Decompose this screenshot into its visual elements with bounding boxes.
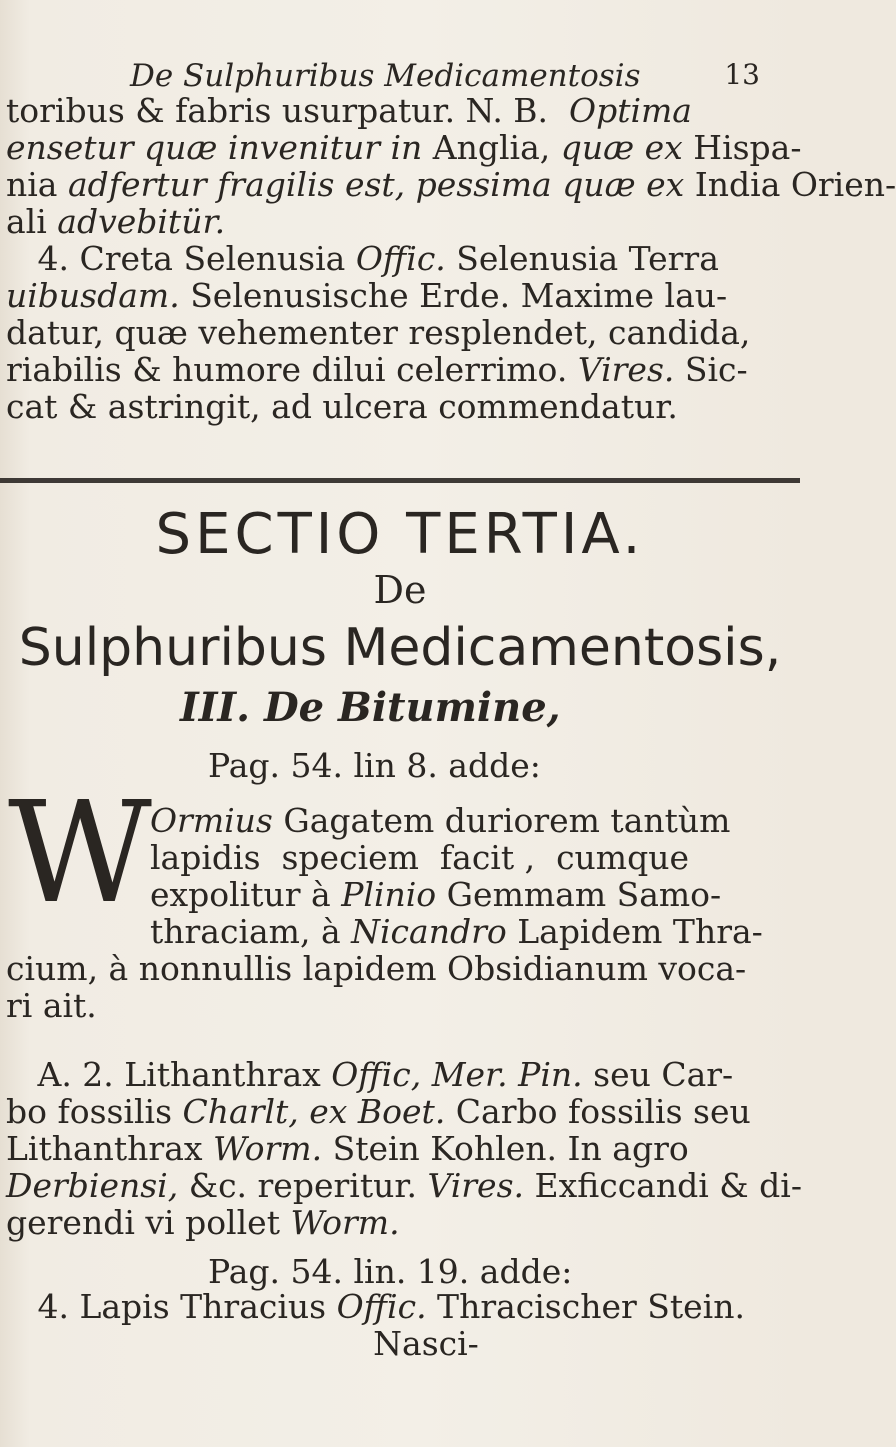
text-run: thraciam, à: [150, 912, 352, 951]
text-run: Plinio: [341, 875, 437, 914]
text-run: Offic, Mer. Pin.: [331, 1055, 583, 1094]
section-subject: Sulphuribus Medicamentosis,: [18, 618, 782, 678]
paragraph-optima: [0, 91, 896, 426]
text-run: expolitur à: [150, 875, 342, 914]
text-run: Optima: [569, 91, 692, 130]
text-run: Gagatem duriorem tantùm: [272, 801, 731, 840]
section-title: SECTIO TERTIA.: [155, 502, 645, 567]
text-run: gerendi vi pollet: [6, 1203, 291, 1242]
page-number: 13: [724, 58, 760, 91]
text-run: India Orien-: [684, 165, 896, 204]
text-run: cat & astringit, ad ulcera commendatur.: [6, 387, 678, 426]
text-run: Vires.: [427, 1166, 525, 1205]
text-run: Lapidem Thra-: [506, 912, 763, 951]
text-run: bo fossilis: [6, 1092, 183, 1131]
text-run: 4. Lapis Thracius: [37, 1287, 337, 1326]
paragraph-wormius: [144, 802, 800, 950]
text-run: Nicandro: [351, 912, 507, 951]
text-run: datur, quæ vehementer resplendet, candida,: [6, 313, 751, 352]
running-title: De Sulphuribus Medicamentosis: [130, 58, 641, 94]
text-run: lapidis speciem facit , cumque: [150, 838, 690, 877]
text-run: Hispa-: [682, 128, 802, 167]
text-run: Lithanthrax: [6, 1129, 213, 1168]
text-run: Selenusische Erde.: [179, 276, 511, 315]
page-reference: Pag. 54. lin 8. adde:: [208, 746, 541, 785]
text-run: Carbo fossilis seu: [445, 1092, 751, 1131]
drop-cap: W: [8, 772, 152, 935]
text-run: Ormius: [150, 801, 273, 840]
text-run: advebitür.: [57, 202, 226, 241]
paragraph-lapis-thracius: [0, 1288, 800, 1362]
text-run: In agro: [557, 1129, 689, 1168]
text-run: Sic-: [674, 350, 748, 389]
section-de: De: [373, 568, 427, 612]
paragraph-wormius-cont: [0, 950, 800, 1024]
page-reference: Pag. 54. lin. 19. adde:: [208, 1252, 573, 1291]
text-run: adfertur fragilis est, pessima quæ ex: [67, 165, 685, 204]
text-run: Derbiensi,: [6, 1166, 179, 1205]
catchword: Nasci-: [373, 1324, 479, 1363]
text-run: A. 2. Lithanthrax: [37, 1055, 332, 1094]
text-run: Stein Kohlen.: [322, 1129, 557, 1168]
text-run: riabilis & humore dilui celerrimo.: [6, 350, 578, 389]
text-run: cium, à nonnullis lapidem Obsidianum voca-: [6, 949, 747, 988]
text-run: Anglia,: [422, 128, 561, 167]
text-run: ensetur quæ invenitur in: [6, 128, 423, 167]
text-run: quæ ex: [560, 128, 683, 167]
text-run: ali: [6, 202, 58, 241]
text-run: Worm.: [212, 1129, 323, 1168]
paragraph-lithanthrax: [0, 1056, 800, 1241]
text-run: Maxime lau-: [510, 276, 728, 315]
text-run: Thracischer Stein.: [426, 1287, 745, 1326]
text-run: Exficcandi & di-: [524, 1166, 802, 1205]
section-divider-rule: [0, 478, 800, 483]
text-run: Offic.: [336, 1287, 427, 1326]
text-run: seu Car-: [582, 1055, 734, 1094]
text-run: nia: [6, 165, 68, 204]
text-run: &c. reperitur.: [178, 1166, 428, 1205]
text-run: Vires.: [577, 350, 675, 389]
text-run: Offic.: [355, 239, 446, 278]
chapter-title: III. De Bitumine,: [180, 684, 561, 731]
text-run: 4. Creta Selenusia: [37, 239, 356, 278]
text-run: Worm.: [290, 1203, 400, 1242]
text-run: uibusdam.: [6, 276, 180, 315]
text-run: Charlt, ex Boet.: [182, 1092, 446, 1131]
text-run: ri ait.: [6, 986, 97, 1025]
text-run: Selenusia Terra: [445, 239, 719, 278]
text-run: toribus & fabris usurpatur. N. B.: [6, 91, 570, 130]
text-run: Gemmam Samo-: [436, 875, 722, 914]
